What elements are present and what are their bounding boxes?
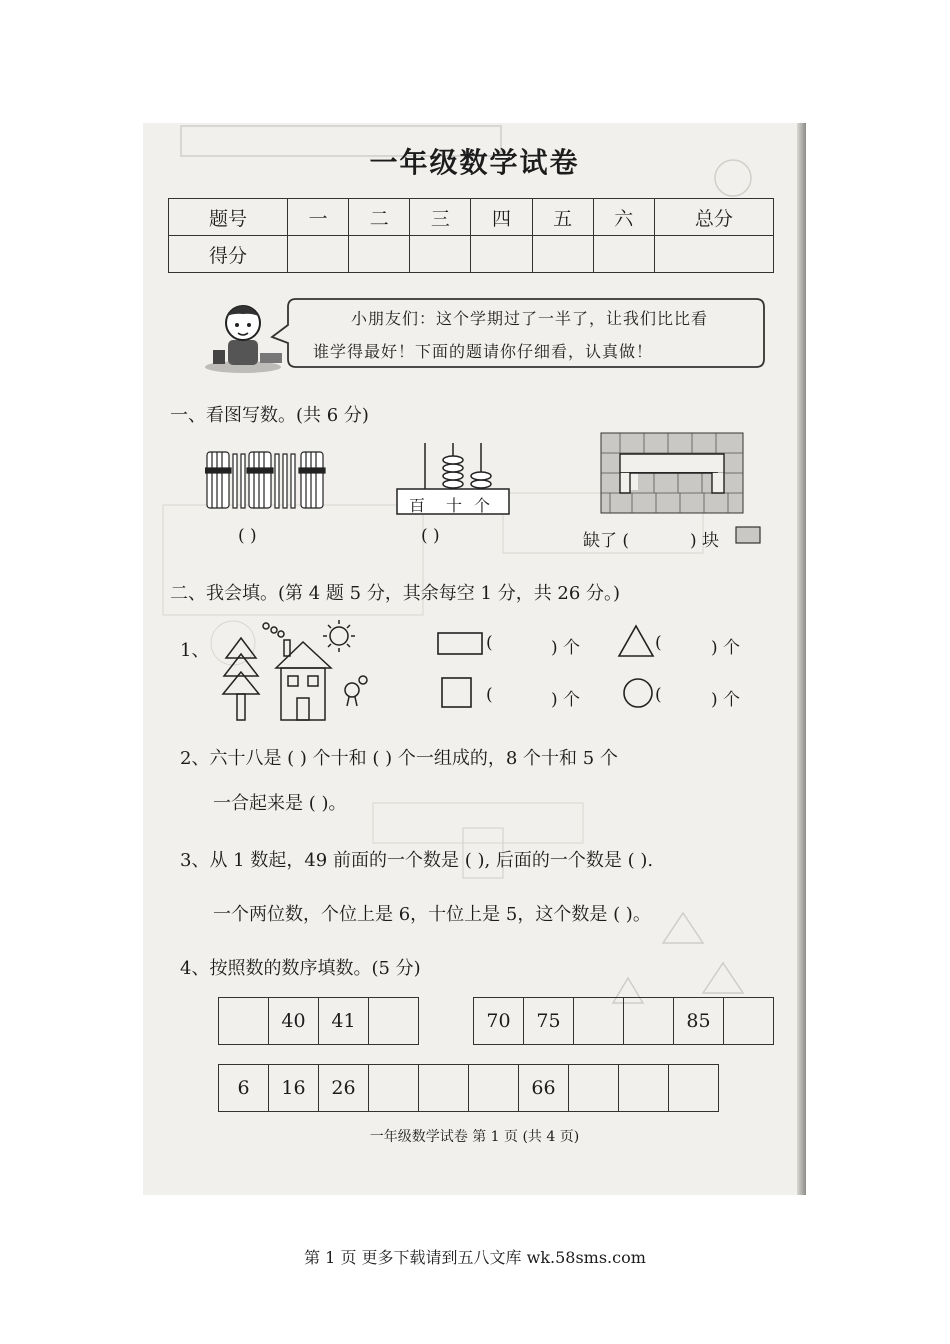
score-cell <box>654 236 773 273</box>
question-4-heading: 4、按照数的数序填数。(5 分) <box>180 958 421 979</box>
abacus-label-ones: 个 <box>474 496 491 515</box>
sequence-cell: 6 <box>219 1065 269 1112</box>
number-sequence-row-3 <box>218 1064 719 1112</box>
shape-open-paren: ( <box>655 633 662 653</box>
sequence-cell <box>569 1065 619 1112</box>
square-count-suffix: ) 个 <box>551 690 581 710</box>
number-sequence-row-1 <box>218 997 419 1045</box>
brick-wall-illustration <box>600 432 745 514</box>
scanned-page-footer: 一年级数学试卷 第 1 页 (共 4 页) <box>369 1129 580 1145</box>
score-cell: 题号 <box>169 199 288 236</box>
sequence-cell: 70 <box>474 998 524 1045</box>
score-cell: 得分 <box>169 236 288 273</box>
abacus-label-tens: 十 <box>446 496 463 515</box>
score-cell: 总分 <box>654 199 773 236</box>
sequence-cell <box>574 998 624 1045</box>
score-cell: 五 <box>532 199 593 236</box>
question-3-line-1: 3、从 1 数起，49 前面的一个数是 ( ), 后面的一个数是 ( ). <box>180 850 654 871</box>
score-cell <box>532 236 593 273</box>
abacus-label-hundreds: 百 <box>409 496 426 515</box>
rectangle-count-suffix: ) 个 <box>551 638 581 658</box>
bubble-line-2: 谁学得最好！下面的题请你仔细看，认真做！ <box>313 342 654 361</box>
triangle-count-suffix: ) 个 <box>711 638 741 658</box>
question-2-line-2: 一合起来是 ( )。 <box>213 793 347 814</box>
sequence-cell: 41 <box>319 998 369 1045</box>
score-cell <box>593 236 654 273</box>
sequence-cell: 40 <box>269 998 319 1045</box>
score-cell: 六 <box>593 199 654 236</box>
score-cell: 二 <box>349 199 410 236</box>
score-cell <box>410 236 471 273</box>
section-1-heading: 一、看图写数。(共 6 分) <box>170 405 369 426</box>
question-3-line-2: 一个两位数，个位上是 6，十位上是 5，这个数是 ( )。 <box>213 904 651 925</box>
score-table <box>168 198 774 273</box>
sequence-cell <box>469 1065 519 1112</box>
number-sequence-row-2 <box>473 997 774 1045</box>
sequence-cell <box>619 1065 669 1112</box>
sequence-cell <box>219 998 269 1045</box>
shapes-picture-illustration <box>221 618 371 723</box>
sequence-cell: 26 <box>319 1065 369 1112</box>
single-brick-icon <box>735 526 761 544</box>
score-cell <box>349 236 410 273</box>
triangle-shape-icon <box>617 623 657 659</box>
stick-bundles-illustration <box>205 448 333 513</box>
answer-blank-abacus: ( ) <box>421 526 440 546</box>
score-cell: 四 <box>471 199 532 236</box>
sequence-cell <box>369 998 419 1045</box>
bubble-line-1: 小朋友们：这个学期过了一半了，让我们比比看 <box>351 309 709 328</box>
score-cell <box>471 236 532 273</box>
square-shape-icon <box>440 676 474 710</box>
sequence-cell: 75 <box>524 998 574 1045</box>
missing-bricks-prefix: 缺了 ( <box>583 531 630 551</box>
score-table-score-row <box>169 236 774 273</box>
score-table-header-row <box>169 199 774 236</box>
shape-open-paren: ( <box>486 633 493 653</box>
sequence-cell: 16 <box>269 1065 319 1112</box>
scanned-exam-page <box>143 123 806 1195</box>
missing-bricks-suffix: ) 块 <box>690 531 720 551</box>
circle-count-suffix: ) 个 <box>711 690 741 710</box>
score-cell: 三 <box>410 199 471 236</box>
circle-shape-icon <box>621 676 655 710</box>
sequence-cell <box>724 998 774 1045</box>
download-footer: 第 1 页 更多下载请到五八文库 wk.58sms.com <box>304 1248 646 1267</box>
sequence-cell <box>369 1065 419 1112</box>
shape-open-paren: ( <box>655 685 662 705</box>
question-1-label: 1、 <box>180 640 210 661</box>
sequence-cell <box>419 1065 469 1112</box>
sequence-cell <box>624 998 674 1045</box>
section-2-heading: 二、我会填。(第 4 题 5 分，其余每空 1 分，共 26 分。) <box>170 583 621 604</box>
sequence-cell <box>669 1065 719 1112</box>
shape-open-paren: ( <box>486 685 493 705</box>
sequence-cell: 66 <box>519 1065 569 1112</box>
answer-blank-sticks: ( ) <box>238 526 257 546</box>
exam-title: 一年级数学试卷 <box>369 146 580 179</box>
rectangle-shape-icon <box>436 631 486 657</box>
question-2-line-1: 2、六十八是 ( ) 个十和 ( ) 个一组成的，8 个十和 5 个 <box>180 748 618 769</box>
sequence-cell: 85 <box>674 998 724 1045</box>
score-cell <box>288 236 349 273</box>
score-cell: 一 <box>288 199 349 236</box>
